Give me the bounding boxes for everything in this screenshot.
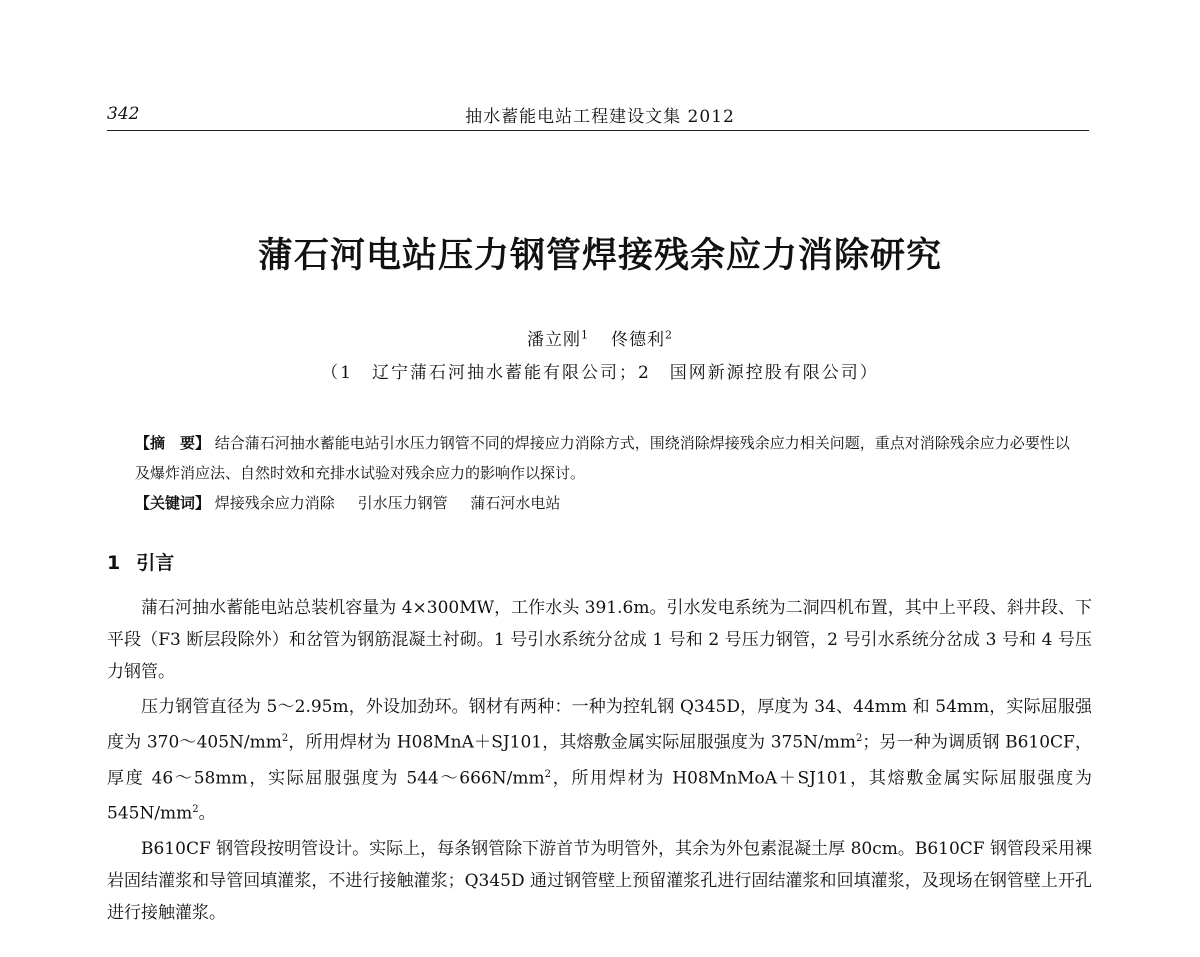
keywords-label: 【关键词】 [135,494,211,512]
author-affil-mark: 2 [665,328,673,342]
paragraph: B610CF 钢管段按明管设计。实际上，每条钢管除下游首节为明管外，其余为外包素混凝土厚 80cm。B610CF 钢管段采用裸岩固结灌浆和导管回填灌浆，不进行接触灌浆；Q345D 通过钢管壁上预留灌浆孔进行固结灌浆和回填灌浆，及现场在钢管壁上开孔进行接触灌浆。 [107,838,1092,923]
author-name: 潘立刚 [527,330,581,350]
author-affil-mark: 1 [581,328,589,342]
keyword: 引水压力钢管 [357,494,448,512]
keyword: 焊接残余应力消除 [214,494,335,512]
section-heading [107,548,174,575]
keywords [135,488,1070,518]
running-title: 抽水蓄能电站工程建设文集 2012 [465,107,735,127]
abstract-text: 结合蒲石河抽水蓄能电站引水压力钢管不同的焊接应力消除方式，围绕消除焊接残余应力相关问题，重点对消除残余应力必要性以及爆炸消应法、自然时效和充排水试验对残余应力的影响作以探讨。 [135,434,1070,482]
abstract-label: 【摘 要】 [135,434,211,452]
author-line [0,325,1200,350]
author-name: 佟德利 [611,330,665,350]
header-rule [107,130,1089,131]
paragraph-steel: 压力钢管直径为 5～2.95m，外设加劲环。钢材有两种：一种为控轧钢 Q345D，厚度为 34、44mm 和 54mm，实际屈服强度为 $370\sim 405N/mm^2$，所用焊材为 H08MnA＋SJ101，其熔敷金属实际屈服强度为 $375N/mm^2$；另一种为调质钢 B610CF，厚度 46～58mm，实际屈服强度为 $544\sim 666N/mm^2$，所用焊材为 H08MnMoA＋SJ101，其熔敷金属实际屈服强度为 $545N/mm^2$。 [107,697,1092,824]
affiliations: （1 辽宁蒲石河抽水蓄能有限公司；2 国网新源控股有限公司） [321,363,879,383]
abstract [135,428,1070,488]
paragraph: 蒲石河抽水蓄能电站总装机容量为 4×300MW，工作水头 391.6m。引水发电系统为二洞四机布置，其中上平段、斜井段、下平段（F3 断层段除外）和岔管为钢筋混凝土衬砌。1 号引水系统分岔成 1 号和 2 号压力钢管，2 号引水系统分岔成 3 号和 4 号压力钢管。 [107,598,1092,682]
page-number: 342 [107,104,140,124]
section-title: 引言 [136,552,175,574]
keyword: 蒲石河水电站 [470,494,561,512]
paper-title: 蒲石河电站压力钢管焊接残余应力消除研究 [257,235,942,276]
section-number: 1 [107,552,121,574]
body-text [107,592,1092,932]
